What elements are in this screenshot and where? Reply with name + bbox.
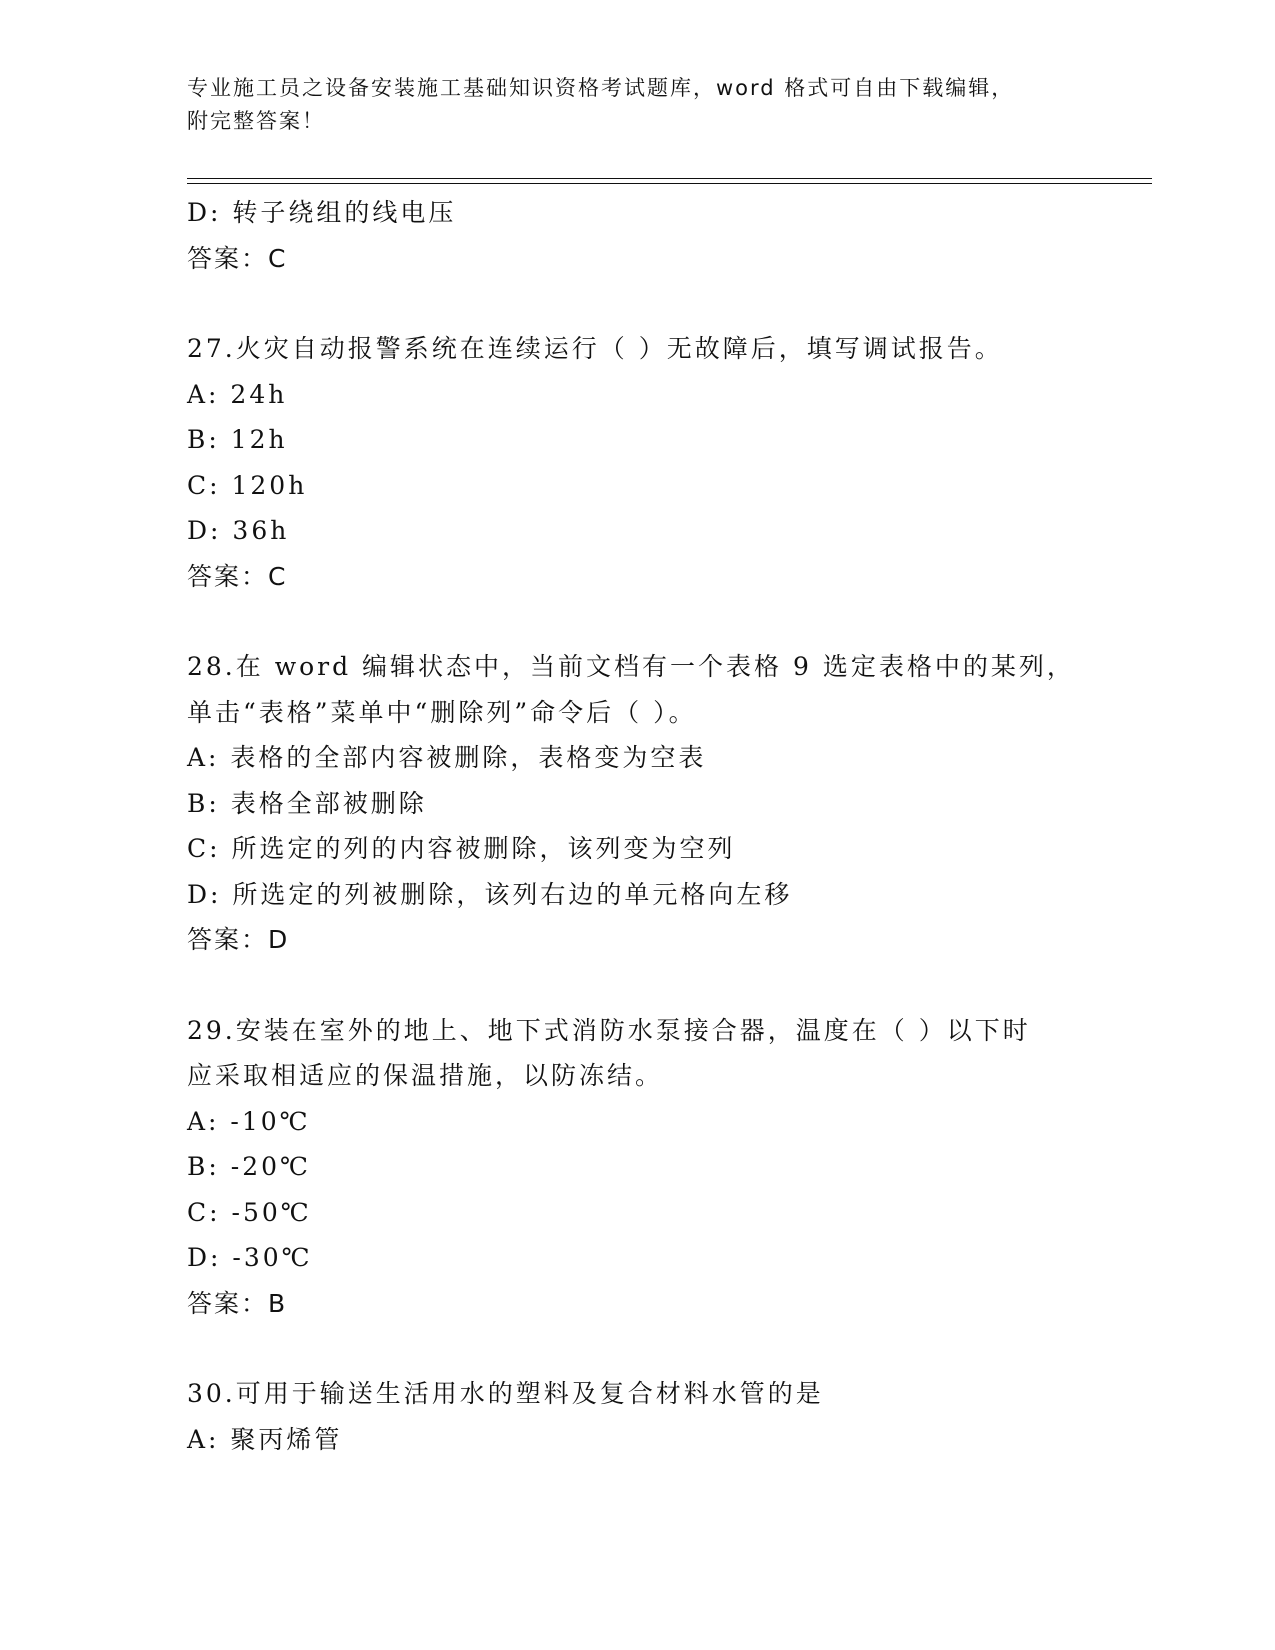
answer: 答案：C xyxy=(187,561,288,591)
option-d: D: -30℃ xyxy=(187,1243,313,1272)
question-stem-line-2: 单击“表格”菜单中“删除列”命令后（ ）。 xyxy=(187,697,697,727)
option-a: A: -10℃ xyxy=(187,1106,311,1136)
option-c: C: 120h xyxy=(187,470,308,500)
question-stem: 30.可用于输送生活用水的塑料及复合材料水管的是 xyxy=(187,1379,824,1408)
header-line-2: 附完整答案！ xyxy=(187,109,325,133)
header-line-1: 专业施工员之设备安装施工基础知识资格考试题库，word 格式可自由下载编辑， xyxy=(187,76,1015,100)
option-d: D: 转子绕组的线电压 xyxy=(187,198,457,227)
answer: 答案：C xyxy=(187,243,288,273)
option-d: D: 所选定的列被删除，该列右边的单元格向左移 xyxy=(187,879,793,909)
option-d: D: 36h xyxy=(187,516,290,545)
question-stem-line-1: 28.在 word 编辑状态中，当前文档有一个表格 9 选定表格中的某列， xyxy=(187,652,1075,681)
answer: 答案：B xyxy=(187,1288,288,1318)
question-stem-line-1: 29.安装在室外的地上、地下式消防水泵接合器，温度在（ ）以下时 xyxy=(187,1015,1031,1045)
option-a: A: 24h xyxy=(187,379,288,409)
option-c: C: -50℃ xyxy=(187,1197,312,1227)
header-divider-top xyxy=(187,178,1152,179)
header-divider-bottom xyxy=(187,183,1152,184)
question-30 xyxy=(187,1371,1117,1462)
question-29 xyxy=(187,1008,1117,1327)
option-a: A: 表格的全部内容被删除，表格变为空表 xyxy=(187,743,707,772)
question-28 xyxy=(187,644,1117,963)
question-27 xyxy=(187,326,1117,599)
option-b: B: 12h xyxy=(187,425,288,454)
answer: 答案：D xyxy=(187,925,290,954)
question-stem-line-2: 应采取相适应的保温措施，以防冻结。 xyxy=(187,1061,664,1090)
question-stem: 27.火灾自动报警系统在连续运行（ ）无故障后，填写调试报告。 xyxy=(187,334,1003,363)
document-body xyxy=(187,190,1117,1462)
option-b: B: 表格全部被删除 xyxy=(187,788,427,818)
option-b: B: -20℃ xyxy=(187,1152,311,1181)
option-a: A: 聚丙烯管 xyxy=(187,1424,343,1454)
option-c: C: 所选定的列的内容被删除，该列变为空列 xyxy=(187,834,736,863)
document-header xyxy=(187,72,1167,138)
